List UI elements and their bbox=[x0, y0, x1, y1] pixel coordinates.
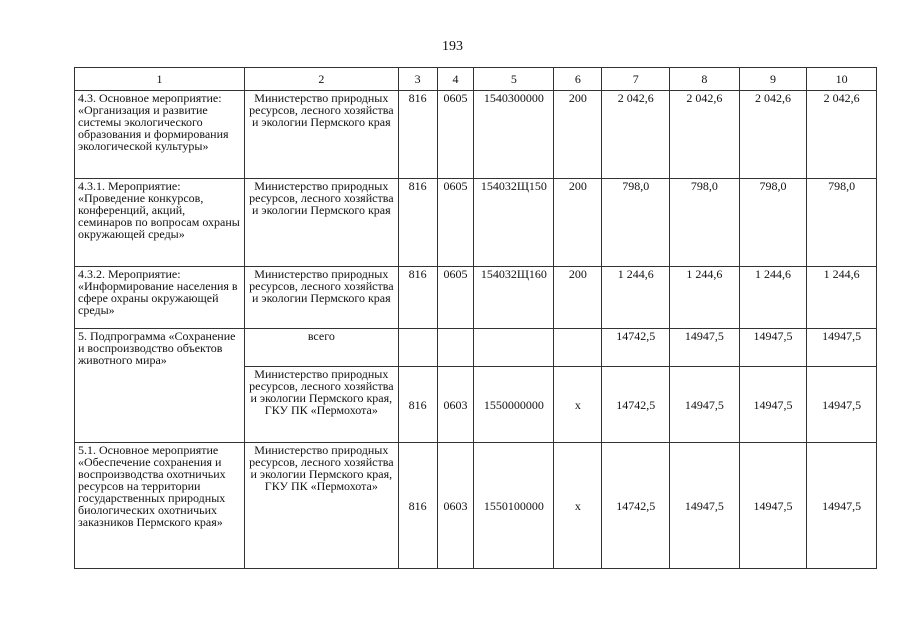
table-row bbox=[75, 179, 877, 267]
code-section: 0603 bbox=[437, 443, 474, 569]
executor-cell: Министерство природных ресурсов, лесного хозяйства и экологии Пермского края, ГКУ ПК «Пермохота» bbox=[245, 367, 399, 443]
code-section: 0605 bbox=[437, 179, 474, 267]
empty-cell bbox=[398, 329, 437, 367]
amount-col7: 1 244,6 bbox=[602, 267, 670, 329]
amount-col7: 14742,5 bbox=[602, 329, 670, 367]
budget-table bbox=[74, 67, 877, 569]
table-row bbox=[75, 91, 877, 179]
activity-name: 5.1. Основное мероприятие «Обеспечение сохранения и воспроизводства охотничьих ресурсов на территории государственных природных биологических охотничьих заказников Пермского края» bbox=[75, 443, 245, 569]
page-number: 193 bbox=[442, 39, 463, 54]
empty-cell bbox=[554, 329, 602, 367]
code-section: 0605 bbox=[437, 91, 474, 179]
code-target: 1550100000 bbox=[474, 443, 554, 569]
amount-col10: 1 244,6 bbox=[807, 267, 877, 329]
amount-col9: 2 042,6 bbox=[739, 91, 807, 179]
amount-col8: 1 244,6 bbox=[670, 267, 740, 329]
amount-col7: 14742,5 bbox=[602, 367, 670, 443]
col-header-1: 1 bbox=[75, 68, 245, 91]
col-header-10: 10 bbox=[807, 68, 877, 91]
amount-col10: 14947,5 bbox=[807, 329, 877, 367]
code-target: 154032Щ150 bbox=[474, 179, 554, 267]
col-header-2: 2 bbox=[245, 68, 399, 91]
amount-col9: 798,0 bbox=[739, 179, 807, 267]
amount-col10: 14947,5 bbox=[807, 367, 877, 443]
col-header-9: 9 bbox=[739, 68, 807, 91]
code-target: 1550000000 bbox=[474, 367, 554, 443]
col-header-7: 7 bbox=[602, 68, 670, 91]
amount-col8: 14947,5 bbox=[670, 329, 740, 367]
code-grbs: 816 bbox=[398, 367, 437, 443]
code-grbs: 816 bbox=[398, 91, 437, 179]
col-header-8: 8 bbox=[670, 68, 740, 91]
executor-cell: Министерство природных ресурсов, лесного хозяйства и экологии Пермского края bbox=[245, 91, 399, 179]
amount-col8: 14947,5 bbox=[670, 367, 740, 443]
empty-cell bbox=[437, 329, 474, 367]
activity-name: 4.3. Основное мероприятие: «Организация и развитие системы экологического образования и формирования экологической культуры» bbox=[75, 91, 245, 179]
activity-name: 5. Подпрограмма «Сохранение и воспроизводство объектов животного мира» bbox=[75, 329, 245, 443]
activity-name: 4.3.1. Мероприятие: «Проведение конкурсов, конференций, акций, семинаров по вопросам охраны окружающей среды» bbox=[75, 179, 245, 267]
amount-col9: 1 244,6 bbox=[739, 267, 807, 329]
amount-col7: 798,0 bbox=[602, 179, 670, 267]
amount-col10: 798,0 bbox=[807, 179, 877, 267]
amount-col10: 2 042,6 bbox=[807, 91, 877, 179]
col-header-5: 5 bbox=[474, 68, 554, 91]
code-target: 154032Щ160 bbox=[474, 267, 554, 329]
code-section: 0605 bbox=[437, 267, 474, 329]
total-label: всего bbox=[245, 329, 399, 367]
code-grbs: 816 bbox=[398, 267, 437, 329]
code-section: 0603 bbox=[437, 367, 474, 443]
amount-col9: 14947,5 bbox=[739, 329, 807, 367]
code-expense-type: 200 bbox=[554, 267, 602, 329]
executor-cell: Министерство природных ресурсов, лесного хозяйства и экологии Пермского края bbox=[245, 179, 399, 267]
col-header-4: 4 bbox=[437, 68, 474, 91]
amount-col8: 2 042,6 bbox=[670, 91, 740, 179]
amount-col7: 2 042,6 bbox=[602, 91, 670, 179]
amount-col9: 14947,5 bbox=[739, 443, 807, 569]
code-grbs: 816 bbox=[398, 443, 437, 569]
table-row bbox=[75, 329, 877, 367]
amount-col10: 14947,5 bbox=[807, 443, 877, 569]
code-target: 1540300000 bbox=[474, 91, 554, 179]
code-grbs: 816 bbox=[398, 179, 437, 267]
code-expense-type: 200 bbox=[554, 179, 602, 267]
amount-col8: 798,0 bbox=[670, 179, 740, 267]
amount-col7: 14742,5 bbox=[602, 443, 670, 569]
activity-name: 4.3.2. Мероприятие: «Информирование населения в сфере охраны окружающей среды» bbox=[75, 267, 245, 329]
code-expense-type: 200 bbox=[554, 91, 602, 179]
empty-cell bbox=[474, 329, 554, 367]
header-row bbox=[75, 68, 877, 91]
col-header-6: 6 bbox=[554, 68, 602, 91]
executor-cell: Министерство природных ресурсов, лесного хозяйства и экологии Пермского края, ГКУ ПК «Пермохота» bbox=[245, 443, 399, 569]
code-expense-type: х bbox=[554, 367, 602, 443]
code-expense-type: х bbox=[554, 443, 602, 569]
table-row bbox=[75, 443, 877, 569]
amount-col8: 14947,5 bbox=[670, 443, 740, 569]
amount-col9: 14947,5 bbox=[739, 367, 807, 443]
table-row bbox=[75, 267, 877, 329]
executor-cell: Министерство природных ресурсов, лесного хозяйства и экологии Пермского края bbox=[245, 267, 399, 329]
col-header-3: 3 bbox=[398, 68, 437, 91]
